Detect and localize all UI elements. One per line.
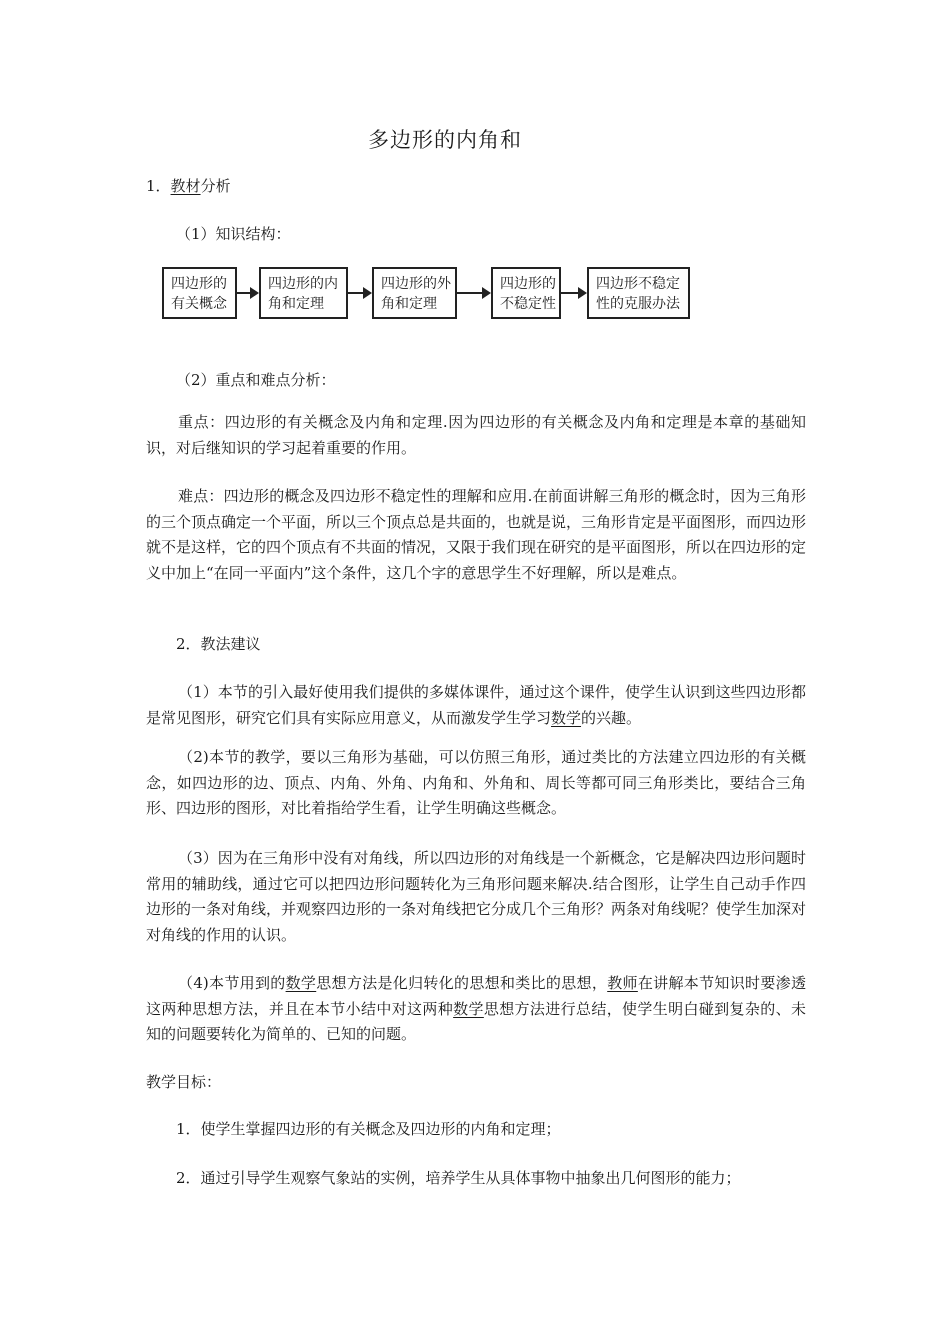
flow-arrow	[561, 292, 585, 294]
flow-box-line: 不稳定性	[500, 296, 556, 312]
advice-text: （4)本节用到的	[178, 974, 286, 992]
textbook-link[interactable]: 教材	[170, 177, 201, 195]
flow-box-overcoming-instability	[587, 267, 690, 319]
flow-box-instability	[491, 267, 561, 319]
advice-text: 的兴趣。	[581, 708, 642, 727]
paragraph-advice-3: （3）因为在三角形中没有对角线，所以四边形的对角线是一个新概念，它是解决四边形问题时常用的辅助线，通过它可以把四边形问题转化为三角形问题来解决.结合图形，让学生自己动手作四边形的一条对角线，并观察四边形的一条对角线把它分成几个三角形？两条对角线呢？使学生加深对对角线的作用的认识。	[146, 849, 807, 944]
advice-text: （1）本节的引入最好使用我们提供的多媒体课件，通过这个课件，使学生认识到这些四边形都是常见图形，研究它们具有实际应用意义，从而激发学生学习	[146, 683, 806, 727]
section-heading-2: 2．教法建议	[176, 635, 261, 653]
flow-box-exterior-angle-theorem	[372, 267, 457, 319]
flow-box-line: 性的克服办法	[596, 296, 680, 312]
flow-box-line: 角和定理	[268, 296, 324, 312]
math-link[interactable]: 数学	[551, 708, 582, 727]
teacher-link[interactable]: 教师	[607, 974, 638, 992]
subheading-knowledge-structure: （1）知识结构：	[176, 225, 291, 243]
section-heading-text: 分析	[200, 177, 231, 195]
page-title: 多边形的内角和	[368, 128, 522, 152]
flow-box-line: 四边形的外	[381, 276, 451, 292]
goal-item-1: 1．使学生掌握四边形的有关概念及四边形的内角和定理；	[176, 1120, 561, 1138]
flow-arrow	[237, 292, 257, 294]
advice-text: 在讲解本节知识时要渗透这两种思想方法，并且在本节小结中对这两种	[146, 974, 806, 1018]
section-number: 1．	[146, 177, 171, 195]
flow-box-line: 四边形的内	[268, 276, 338, 292]
paragraph-key-point: 重点：四边形的有关概念及内角和定理.因为四边形的有关概念及内角和定理是本章的基础知识，对后继知识的学习起着重要的作用。	[146, 413, 806, 457]
flow-box-concepts	[162, 267, 237, 319]
subheading-key-difficult-points: （2）重点和难点分析：	[176, 371, 336, 389]
math-link[interactable]: 数学	[285, 974, 317, 992]
flow-box-line: 四边形的	[500, 276, 556, 292]
math-link[interactable]: 数学	[453, 999, 484, 1018]
section-heading-1	[146, 174, 231, 198]
flow-arrow	[348, 292, 370, 294]
flow-box-interior-angle-theorem	[259, 267, 348, 319]
advice-text: 思想方法进行总结，使学生明白碰到复杂的、未知的问题要转化为简单的、已知的问题。	[146, 999, 806, 1044]
knowledge-structure-flowchart	[162, 267, 692, 323]
paragraph-advice-1	[146, 680, 806, 731]
teaching-goals-heading: 教学目标：	[146, 1073, 222, 1091]
goal-item-2: 2．通过引导学生观察气象站的实例，培养学生从具体事物中抽象出几何图形的能力；	[176, 1169, 741, 1187]
paragraph-difficult-point: 难点：四边形的概念及四边形不稳定性的理解和应用.在前面讲解三角形的概念时，因为三角形的三个顶点确定一个平面，所以三个顶点总是共面的，也就是说，三角形肯定是平面图形，而四边形就不是这样，它的四个顶点有不共面的情况，又限于我们现在研究的是平面图形，所以在四边形的定义中加上“在同一平面内”这个条件，这几个字的意思学生不好理解，所以是难点。	[146, 487, 807, 582]
flow-box-line: 角和定理	[381, 296, 437, 312]
flow-box-line: 四边形的	[171, 276, 227, 292]
advice-text: 思想方法是化归转化的思想和类比的思想，	[316, 974, 608, 992]
flow-arrow	[457, 292, 489, 294]
paragraph-advice-2: （2)本节的教学，要以三角形为基础，可以仿照三角形，通过类比的方法建立四边形的有关概念，如四边形的边、顶点、内角、外角、内角和、外角和、周长等都可同三角形类比，要结合三角形、四边形的图形，对比着指给学生看，让学生明确这些概念。	[146, 748, 806, 818]
flow-box-line: 四边形不稳定	[596, 276, 680, 292]
paragraph-advice-4	[146, 971, 806, 1048]
flow-box-line: 有关概念	[171, 296, 227, 312]
